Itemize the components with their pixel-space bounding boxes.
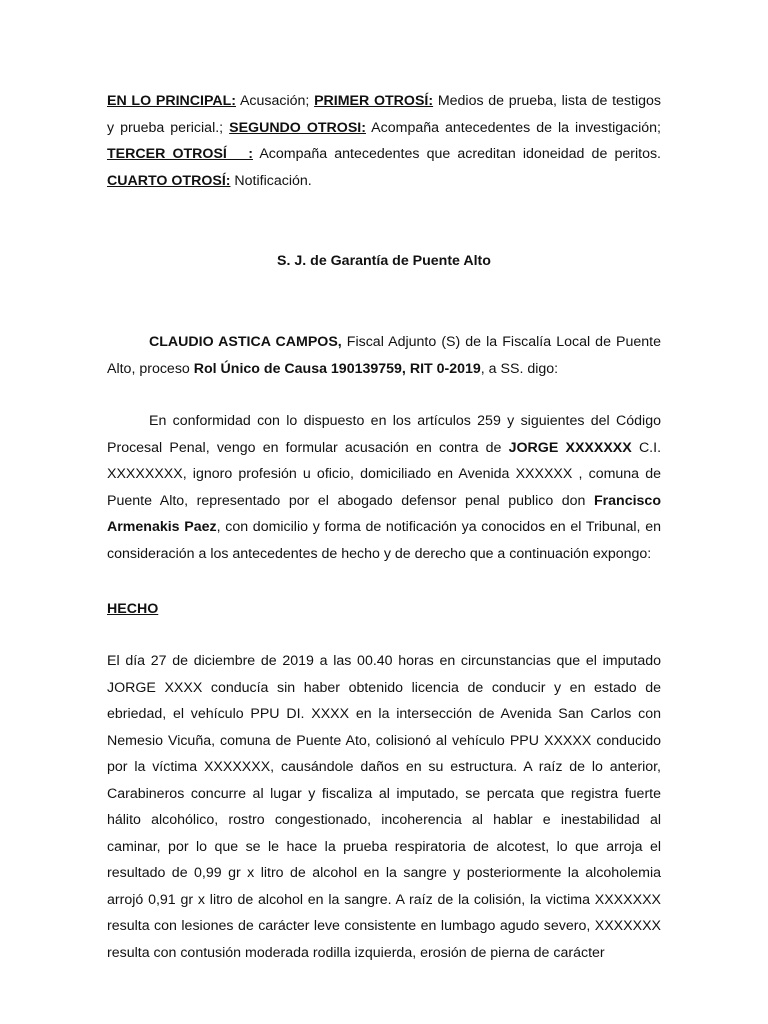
hecho-text: El día 27 de diciembre de 2019 a las 00.40 horas en circunstancias que el imputado JORGE XXXX conducía sin haber obtenido licencia de conducir y en estado de ebriedad, el vehículo PPU DI. XXXX en la intersección de Avenida San Carlos con Nemesio Vicuña, comuna de Puente Ato, colisionó al vehículo PPU XXXXX conducido por la víctima XXXXXXX, causándole daños en su estructura. A raíz de lo anterior, Carabineros concurre al lugar y fiscaliza al imputado, se percata que registra fuerte hálito alcohólico, rostro congestionado, incoherencia al hablar e inestabilidad al caminar, por lo que se le hace la prueba respiratoria de alcotest, lo que arroja el resultado de 0,99 gr x litro de alcohol en la sangre y posteriormente la alcoholemia arrojó 0,91 gr x litro de alcohol en la sangre. A raíz de la colisión, la victima XXXXXXX resulta con lesiones de carácter leve consistente en lumbago agudo severo, XXXXXXX resulta con contusión moderada rodilla izquierda, erosión de pierna de carácter — [107, 653, 661, 961]
otrosi4-label: CUARTO OTROSÍ: — [107, 172, 231, 189]
tribunal-heading — [107, 248, 661, 275]
comparecencia — [107, 329, 661, 382]
comparecencia-text2: , a SS. digo: — [480, 360, 559, 377]
comparecencia-text1: Fiscal Adjunto (S) de la Fiscalía Local de Puente Alto, proceso — [107, 334, 661, 377]
fiscal-name: CLAUDIO ASTICA CAMPOS, — [149, 334, 342, 350]
hecho-heading: HECHO — [107, 601, 159, 617]
hecho-section — [107, 596, 661, 623]
rol-causa: Rol Único de Causa 190139759, RIT 0-2019 — [193, 360, 481, 377]
acusacion-text1: En conformidad con lo dispuesto en los artículos 259 y siguientes del Código Procesal Penal, vengo en formular acusación en contra de — [107, 413, 661, 456]
defensor-name: Francisco Armenakis Paez — [107, 492, 661, 535]
hecho-paragraph — [107, 648, 661, 966]
otrosi2-text: Acompaña antecedentes de la investigación; — [365, 119, 661, 136]
tribunal-name: S. J. de Garantía de Puente Alto — [277, 253, 491, 269]
otrosi3-label: TERCER OTROSÍ : — [107, 146, 253, 162]
imputado-name: JORGE XXXXXXX — [508, 439, 632, 456]
acusacion-text3: , con domicilio y forma de notificación ya conocidos en el Tribunal, en consideración a los antecedentes de hecho y de derecho que a continuación expongo: — [107, 519, 661, 562]
otrosi3-text: Acompaña antecedentes que acreditan idoneidad de peritos. — [252, 146, 661, 162]
principal-text: Acusación; — [236, 93, 315, 109]
otrosi1-text: Medios de prueba, lista de testigos y prueba pericial.; — [107, 93, 661, 136]
sumilla — [107, 88, 661, 194]
acusacion-paragraph — [107, 408, 661, 567]
otrosi1-label: PRIMER OTROSÍ: — [314, 93, 434, 109]
otrosi4-text: Notificación. — [230, 172, 312, 189]
otrosi2-label: SEGUNDO OTROSI: — [229, 119, 366, 136]
acusacion-text2: C.I. XXXXXXXX, ignoro profesión u oficio, domiciliado en Avenida XXXXXX , comuna de Puente Alto, representado por el abogado defensor penal publico don — [107, 439, 662, 509]
principal-label: EN LO PRINCIPAL: — [107, 93, 236, 109]
